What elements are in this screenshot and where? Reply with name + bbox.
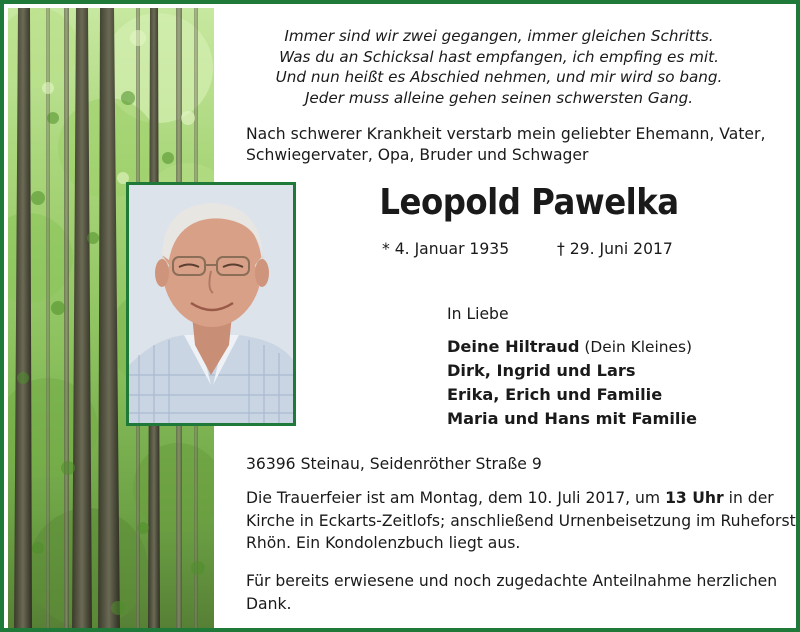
poem [226,26,772,108]
service-line: Kirche in Eckarts-Zeitlofs; anschließend Urnenbeisetzung im Ruheforst [246,511,796,530]
thanks-line: Dank. [246,594,292,613]
poem-line: Und nun heißt es Abschied nehmen, und mir wird so bang. [275,68,723,86]
family-line: Erika, Erich und Familie [447,385,663,404]
family-note: (Dein Kleines) [579,338,693,356]
deceased-name: Leopold Pawelka [379,182,679,223]
service-line: Rhön. Ein Kondolenzbuch liegt aus. [246,534,521,552]
intro-line: Schwiegervater, Opa, Bruder und Schwager [246,146,589,164]
service-time: 13 Uhr [665,489,724,507]
portrait-illustration [129,185,293,423]
family-line [447,335,697,359]
funeral-service-info [246,487,796,555]
intro-line: Nach schwerer Krankheit verstarb mein geliebter Ehemann, Vater, [246,125,766,143]
service-text: Die Trauerfeier ist am Montag, dem 10. Juli 2017, um [246,489,666,507]
address: 36396 Steinau, Seidenröther Straße 9 [246,455,542,473]
death-date: † 29. Juni 2017 [557,240,673,258]
intro-text [246,124,786,166]
portrait-photo [126,182,296,426]
service-text: in der [723,489,774,507]
thanks-text [246,570,786,615]
family-name: Deine Hiltraud [447,337,580,356]
poem-line: Was du an Schicksal hast empfangen, ich empfing es mit. [279,47,719,66]
poem-line: Jeder muss alleine gehen seinen schwersten Gang. [304,88,694,107]
birth-date: * 4. Januar 1935 [382,240,510,258]
family-list [447,335,697,431]
family-line: Maria und Hans mit Familie [447,409,697,428]
in-love-label: In Liebe [447,305,509,323]
thanks-line: Für bereits erwiesene und noch zugedachte Anteilnahme herzlichen [246,572,778,590]
family-line: Dirk, Ingrid und Lars [447,361,636,380]
poem-line: Immer sind wir zwei gegangen, immer gleichen Schritts. [284,27,714,45]
service-line [246,487,786,510]
